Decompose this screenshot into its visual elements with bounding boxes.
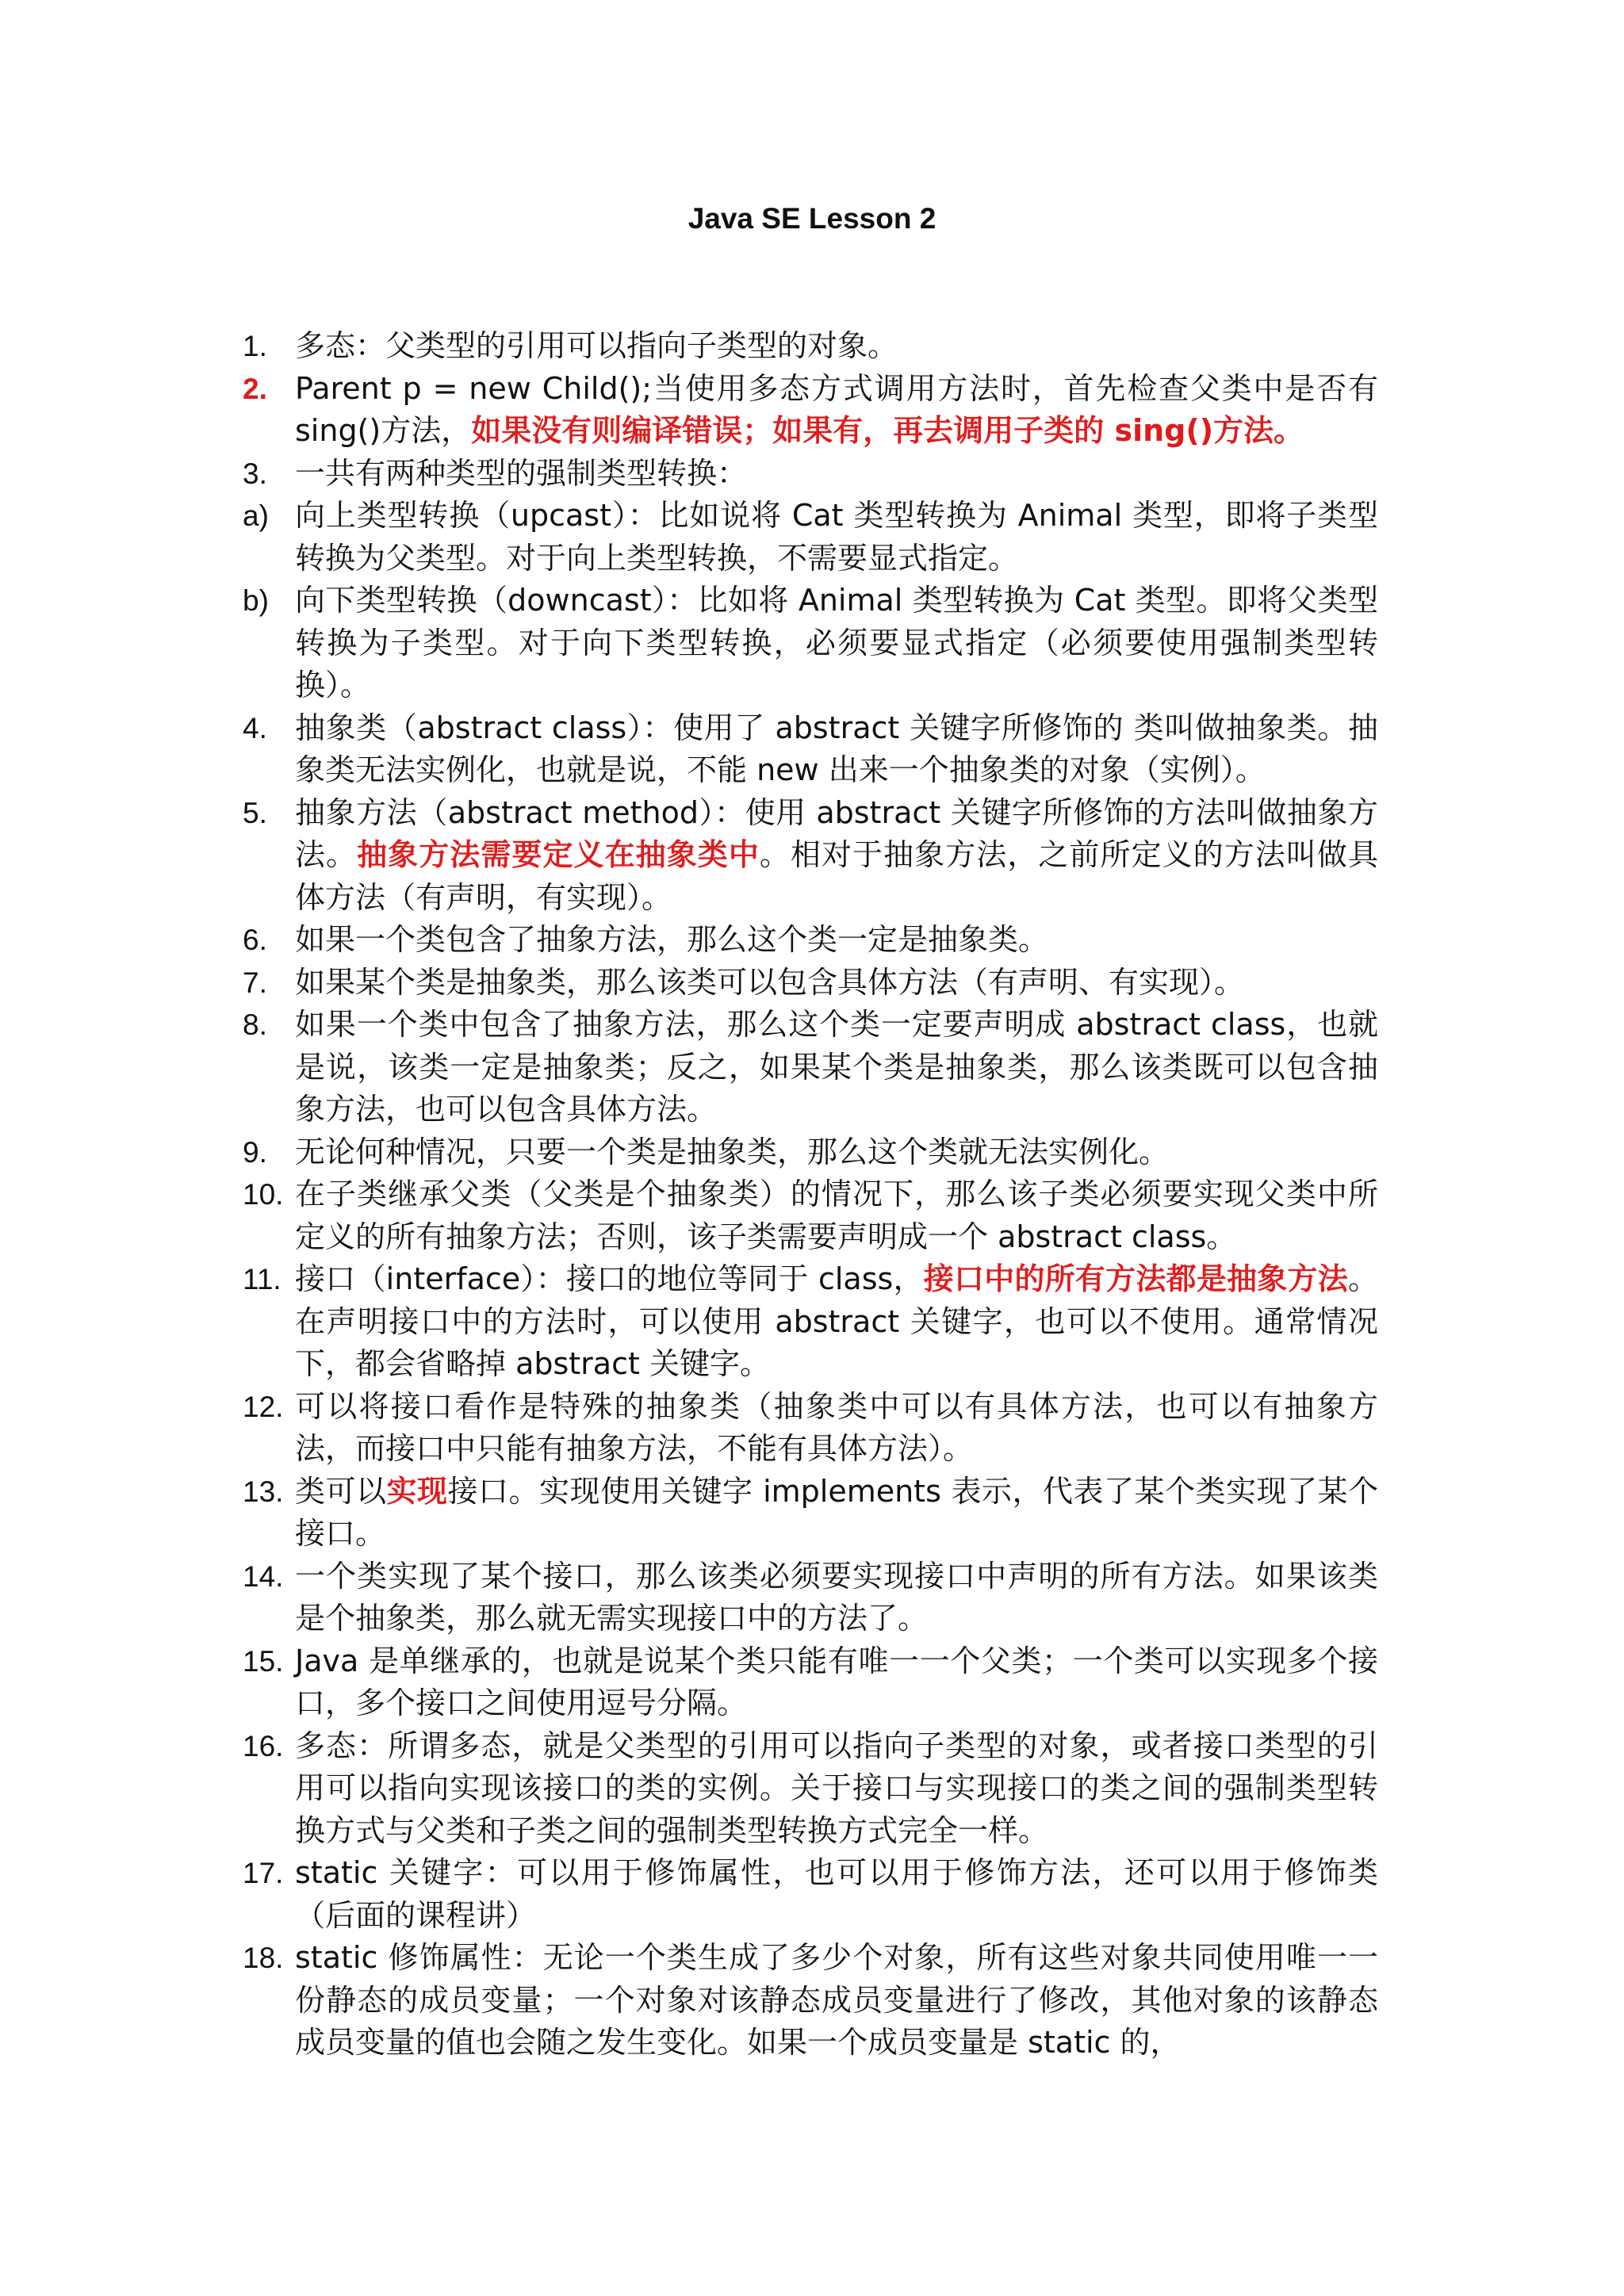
list-item-text: Java 是单继承的，也就是说某个类只能有唯一一个父类；一个类可以实现多个接口，多个接口之间使用逗号分隔。	[295, 1643, 1378, 1720]
list-item-text: 。相对于抽象方法，之前所定义的方法叫做具体方法（有声明，有实现）。	[295, 837, 1378, 915]
list-item-number: 14.	[243, 1559, 284, 1593]
highlighted-text: 如果没有则编译错误；如果有，再去调用子类的 sing()方法。	[471, 413, 1304, 448]
list-item	[0, 919, 1624, 962]
list-item-text: 无论何种情况，只要一个类是抽象类，那么这个类就无法实例化。	[295, 1134, 1170, 1169]
list-item-number: 7.	[243, 966, 267, 999]
highlighted-text: 实现	[386, 1473, 448, 1509]
list-item-number: a)	[243, 499, 269, 532]
list-item-number: b)	[243, 584, 269, 617]
list-item	[0, 1173, 1624, 1258]
list-item-number: 2.	[243, 372, 267, 405]
list-item-number: 11.	[243, 1263, 282, 1295]
list-item-number: 10.	[243, 1178, 284, 1211]
list-item-number: 15.	[243, 1644, 284, 1678]
list-item-number: 6.	[243, 924, 267, 956]
list-item-text: static 修饰属性：无论一个类生成了多少个对象，所有这些对象共同使用唯一一份静态的成员变量；一个对象对该静态成员变量进行了修改，其他对象的该静态成员变量的值也会随之发生变化。如果一个成员变量是 static 的，	[295, 1940, 1378, 2060]
list-item-text: static 关键字：可以用于修饰属性，也可以用于修饰方法，还可以用于修饰类（后面的课程讲）	[295, 1855, 1378, 1933]
list-item-text: 如果一个类包含了抽象方法，那么这个类一定是抽象类。	[295, 922, 1049, 957]
list-item	[0, 368, 1624, 453]
list-item-text: 向下类型转换（downcast）：比如将 Animal 类型转换为 Cat 类型。即将父类型转换为子类型。对于向下类型转换，必须要显式指定（必须要使用强制类型转换）。	[295, 583, 1378, 702]
list-item-text: 在子类继承父类（父类是个抽象类）的情况下，那么该子类必须要实现父类中所定义的所有抽象方法；否则，该子类需要声明成一个 abstract class。	[295, 1177, 1378, 1254]
list-item	[0, 1004, 1624, 1131]
page-title: Java SE Lesson 2	[688, 202, 936, 235]
list-item-text: 可以将接口看作是特殊的抽象类（抽象类中可以有具体方法，也可以有抽象方法，而接口中只能有抽象方法，不能有具体方法）。	[295, 1388, 1378, 1466]
list-item-number: 17.	[243, 1857, 284, 1889]
list-item	[0, 1640, 1624, 1725]
list-item	[0, 1937, 1624, 2064]
list-item-number: 18.	[243, 1942, 284, 1974]
list-item-number: 1.	[243, 330, 267, 362]
list-item-text: 抽象方法（abstract method）：使用 abstract 关键字所修饰的方法叫做抽象方法。	[295, 794, 1378, 872]
list-item-text: 抽象类（abstract class）：使用了 abstract 关键字所修饰的 类叫做抽象类。抽象类无法实例化，也就是说，不能 new 出来一个抽象类的对象（实例）。	[295, 710, 1378, 787]
list-item-number: 5.	[243, 796, 267, 829]
list-item-text: 向上类型转换（upcast）：比如说将 Cat 类型转换为 Animal 类型，即将子类型转换为父类型。对于向上类型转换，不需要显式指定。	[295, 498, 1378, 576]
list-item-number: 13.	[243, 1475, 284, 1508]
list-item-number: 4.	[243, 711, 267, 744]
list-item	[0, 325, 1624, 368]
list-item-text: 。在声明接口中的方法时，可以使用 abstract 关键字，也可以不使用。通常情况下，都会省略掉 abstract 关键字。	[295, 1261, 1378, 1381]
list-item	[0, 962, 1624, 1004]
list-item-number: 12.	[243, 1390, 284, 1423]
list-item-text: 一共有两种类型的强制类型转换：	[295, 455, 748, 491]
list-item-number: 8.	[243, 1008, 267, 1041]
list-item	[0, 1556, 1624, 1640]
list-item	[0, 1471, 1624, 1556]
list-item	[0, 1725, 1624, 1853]
list-item	[0, 453, 1624, 496]
list-item	[0, 1386, 1624, 1471]
list-item-text: 类可以	[295, 1473, 387, 1509]
list-item-number: 16.	[243, 1729, 284, 1762]
list-item	[0, 707, 1624, 792]
list-item	[0, 495, 1624, 580]
list-item-text: 如果某个类是抽象类，那么该类可以包含具体方法（有声明、有实现）。	[295, 964, 1245, 1000]
list-item-text: Parent p = new Child();当使用多态方式调用方法时，首先检查父类中是否有sing()方法，	[295, 370, 1378, 448]
list-item	[0, 792, 1624, 920]
list-item-text: 接口。实现使用关键字 implements 表示，代表了某个类实现了某个接口。	[295, 1473, 1378, 1551]
list-item-number: 3.	[243, 457, 267, 490]
list-item-text: 一个类实现了某个接口，那么该类必须要实现接口中声明的所有方法。如果该类是个抽象类，那么就无需实现接口中的方法了。	[295, 1558, 1378, 1636]
list-item	[0, 580, 1624, 707]
list-item	[0, 1131, 1624, 1174]
list-item-text: 如果一个类中包含了抽象方法，那么这个类一定要声明成 abstract class，也就是说，该类一定是抽象类；反之，如果某个类是抽象类，那么该类既可以包含抽象方法，也可以包含具体方法。	[295, 1007, 1378, 1127]
list-item-text: 接口（interface）：接口的地位等同于 class，	[295, 1261, 924, 1296]
list-item-text: 多态：所谓多态，就是父类型的引用可以指向子类型的对象，或者接口类型的引用可以指向实现该接口的类的实例。关于接口与实现接口的类之间的强制类型转换方式与父类和子类之间的强制类型转换方式完全一样。	[295, 1728, 1378, 1848]
lesson-notes-list	[0, 325, 1624, 2064]
list-item	[0, 1852, 1624, 1937]
list-item	[0, 1258, 1624, 1386]
highlighted-text: 抽象方法需要定义在抽象类中	[357, 837, 760, 872]
list-item-text: 多态：父类型的引用可以指向子类型的对象。	[295, 328, 898, 363]
highlighted-text: 接口中的所有方法都是抽象方法	[923, 1261, 1348, 1296]
list-item-number: 9.	[243, 1135, 267, 1169]
